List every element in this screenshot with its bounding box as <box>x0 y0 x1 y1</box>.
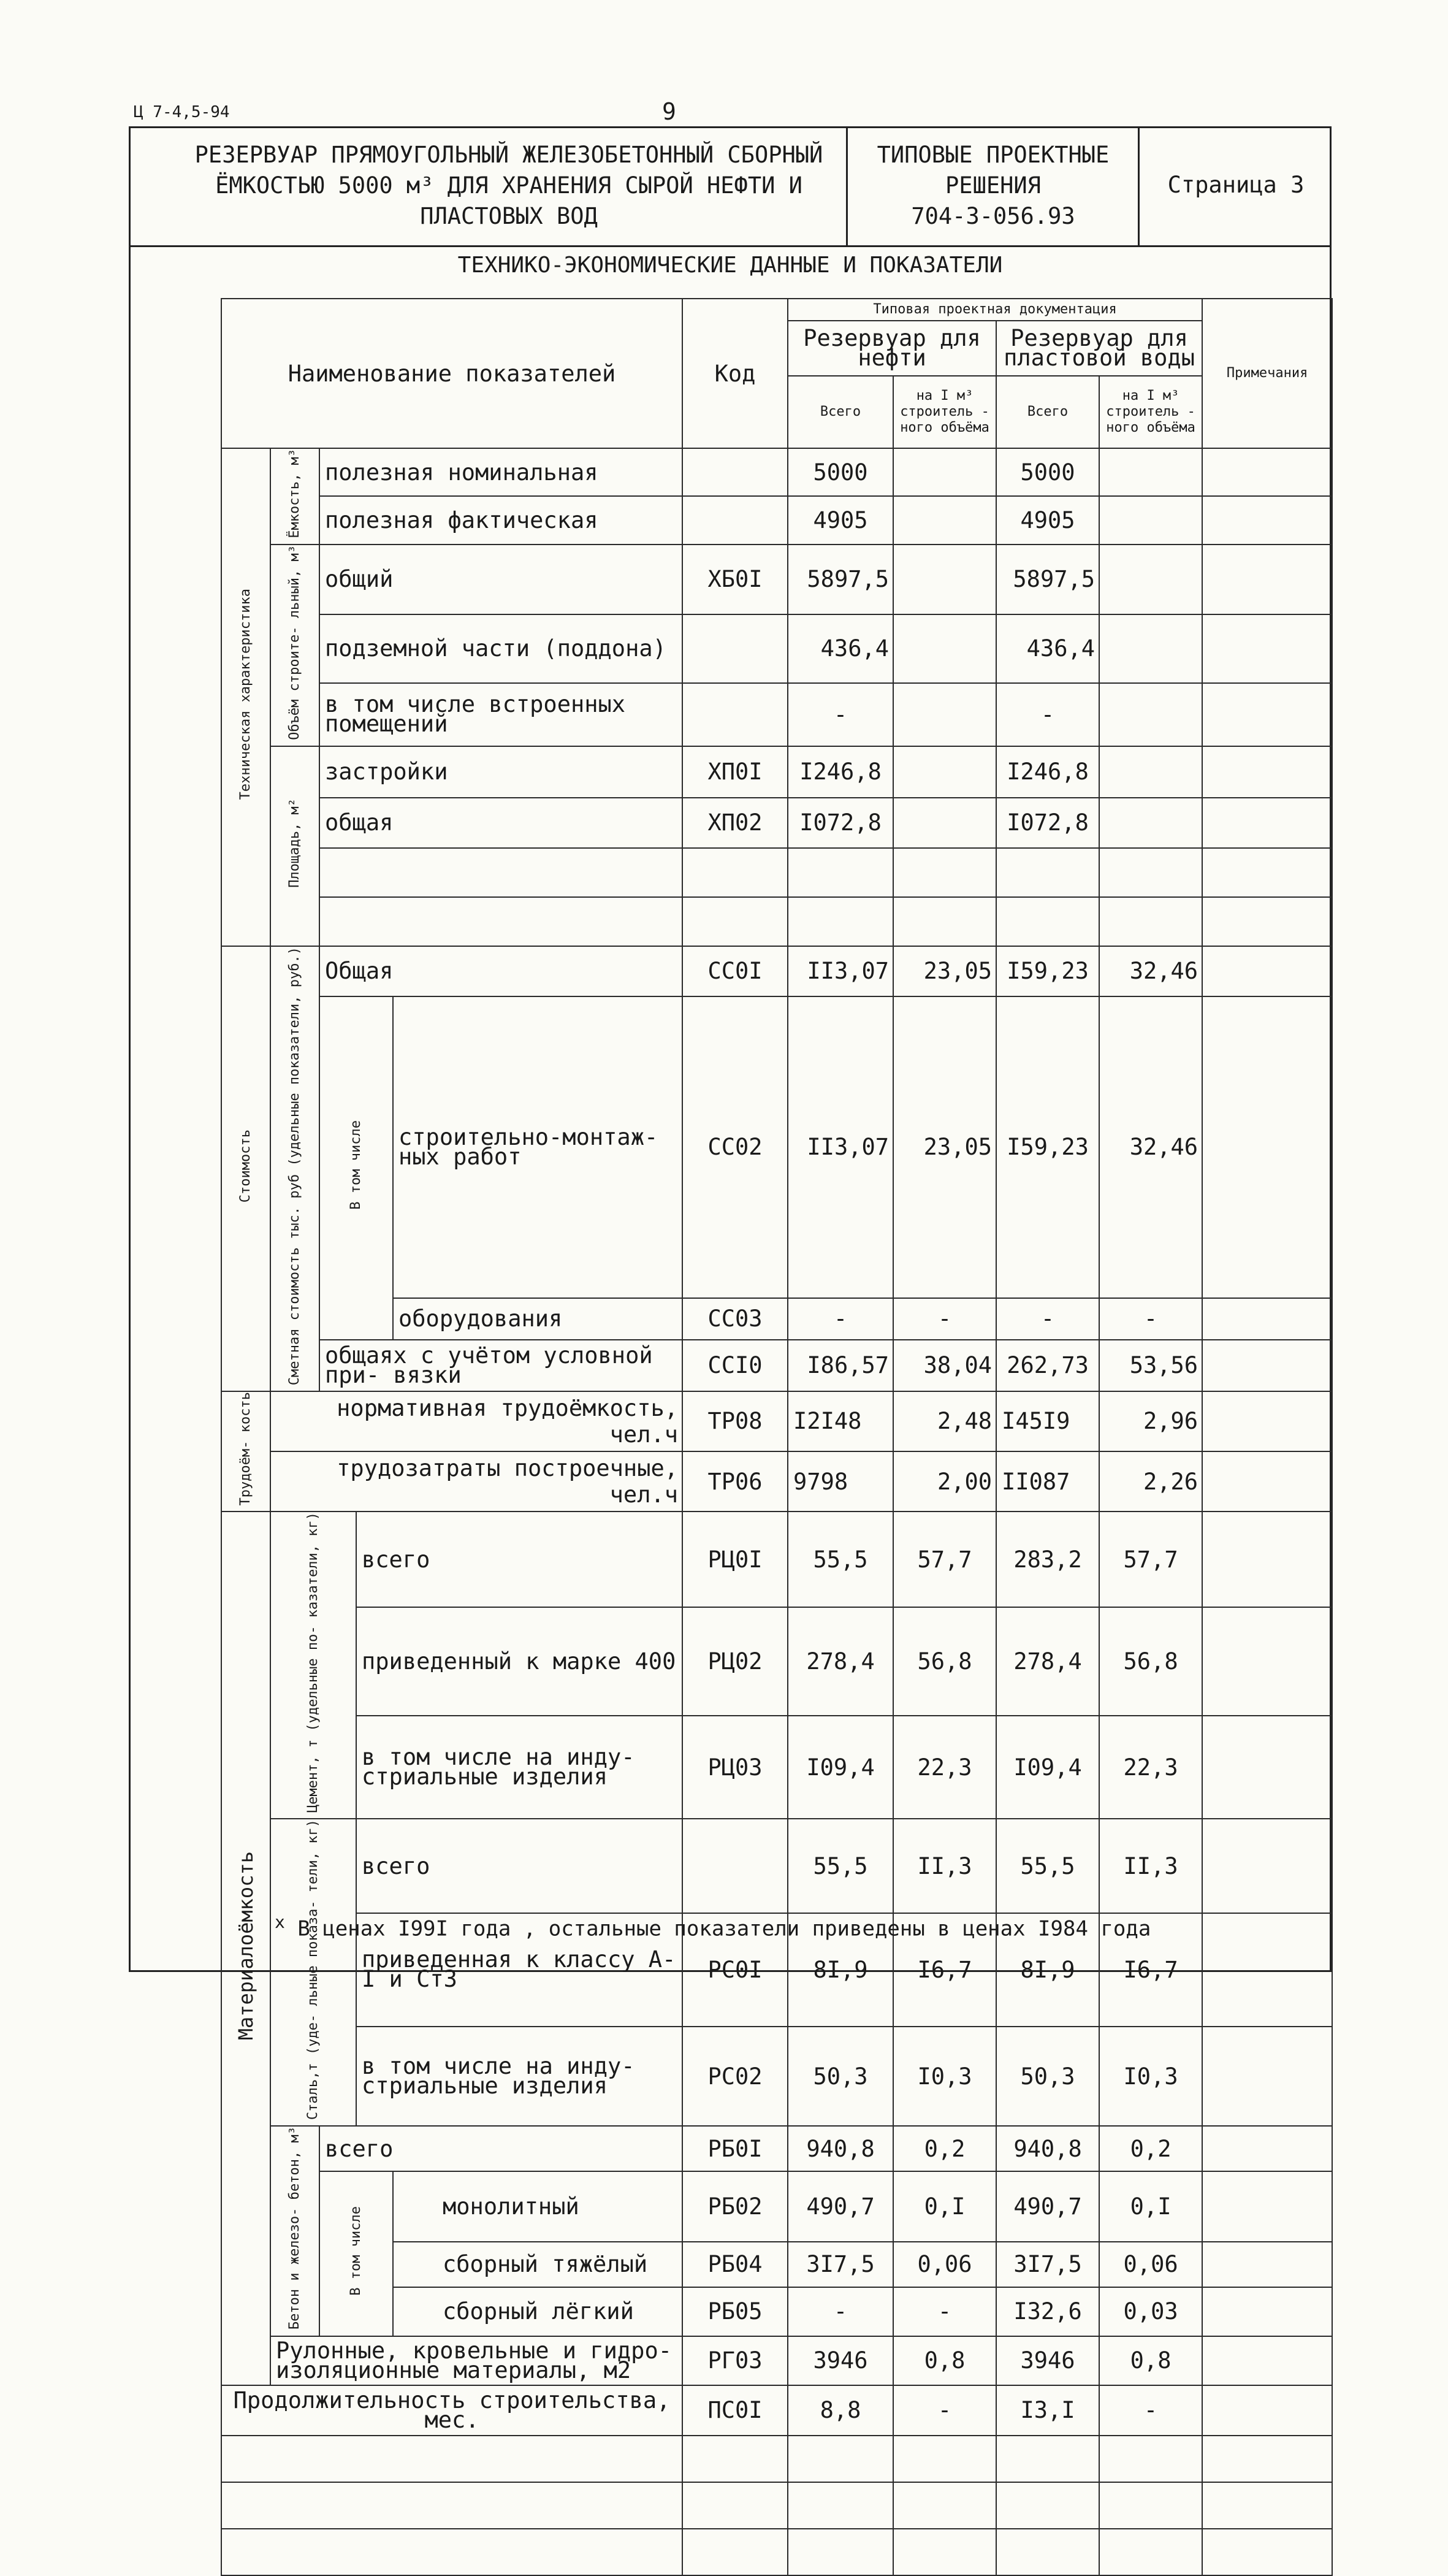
header-divider <box>846 126 848 247</box>
row-note <box>1202 545 1332 614</box>
document-title <box>184 140 834 232</box>
row-note <box>1202 2385 1332 2436</box>
row-note <box>1202 448 1332 496</box>
row-value: 8I,9 <box>996 1913 1099 2027</box>
row-value: 56,8 <box>893 1607 996 1716</box>
row-value: 4905 <box>996 496 1099 544</box>
row-value: - <box>788 1298 893 1340</box>
group-steel: Сталь,т (уде- льные показа- тели, кг) <box>270 1819 356 2126</box>
row-value: - <box>1099 1298 1202 1340</box>
row-name: полезная номинальная <box>319 448 682 496</box>
row-value: 436,4 <box>788 614 893 683</box>
row-value: 490,7 <box>996 2171 1099 2241</box>
row-note <box>1202 1340 1332 1391</box>
row-value: 38,04 <box>893 1340 996 1391</box>
row-code: РБ02 <box>682 2171 788 2241</box>
row-name: нормативная трудоёмкость, чел.ч <box>270 1391 682 1451</box>
series-block <box>848 140 1138 232</box>
row-code: РЦ02 <box>682 1607 788 1716</box>
row-value: 2,00 <box>893 1451 996 1512</box>
header-group: Типовая проектная документация <box>788 299 1202 321</box>
row-note <box>1202 2027 1332 2127</box>
row-code: РС02 <box>682 2027 788 2127</box>
group-capacity: Ёмкость, м³ <box>270 448 319 545</box>
row-code: ХБ0I <box>682 545 788 614</box>
table-row <box>221 996 1332 1298</box>
row-code: РГ03 <box>682 2336 788 2385</box>
table-row <box>221 1819 1332 1913</box>
row-value: II3,07 <box>788 946 893 996</box>
row-value: I6,7 <box>893 1913 996 2027</box>
row-note <box>1202 1913 1332 2027</box>
row-value: 278,4 <box>996 1607 1099 1716</box>
row-name: приведенный к марке 400 <box>356 1607 682 1716</box>
row-value <box>1099 496 1202 544</box>
row-code <box>682 683 788 746</box>
group-area: Площадь, м² <box>270 746 319 946</box>
row-value: 9798 <box>788 1451 893 1512</box>
row-value: I59,23 <box>996 996 1099 1298</box>
row-name: в том числе встроенных помещений <box>319 683 682 746</box>
table-row <box>221 1451 1332 1512</box>
row-name: в том числе на инду- стриальные изделия <box>356 2027 682 2127</box>
row-value <box>893 746 996 798</box>
row-value: - <box>788 683 893 746</box>
row-value <box>1099 798 1202 848</box>
table-row <box>221 683 1332 746</box>
header-total: Всего <box>996 376 1099 448</box>
row-value: 5897,5 <box>788 545 893 614</box>
row-value: 0,8 <box>893 2336 996 2385</box>
series-line-1: ТИПОВЫЕ ПРОЕКТНЫЕ <box>877 142 1110 168</box>
row-code: ССI0 <box>682 1340 788 1391</box>
row-value: - <box>893 2287 996 2336</box>
row-name: подземной части (поддона) <box>319 614 682 683</box>
row-note <box>1202 798 1332 848</box>
row-value: 22,3 <box>893 1716 996 1819</box>
row-code <box>682 1819 788 1913</box>
row-code: ХП02 <box>682 798 788 848</box>
header-water-tank: Резервуар для пластовой воды <box>996 321 1202 376</box>
row-value: 940,8 <box>996 2126 1099 2171</box>
row-value: I246,8 <box>996 746 1099 798</box>
row-value: I2I48 <box>788 1391 893 1451</box>
row-value: I59,23 <box>996 946 1099 996</box>
row-value: 50,3 <box>788 2027 893 2127</box>
page-label: Страница 3 <box>1167 172 1305 198</box>
row-value: I09,4 <box>788 1716 893 1819</box>
row-note <box>1202 1298 1332 1340</box>
row-name: строительно-монтаж- ных работ <box>393 996 682 1298</box>
row-code: РЦ0I <box>682 1512 788 1607</box>
header-per-m3: на I м³ строитель - ного объёма <box>1099 376 1202 448</box>
row-value: I3,I <box>996 2385 1099 2436</box>
header-total: Всего <box>788 376 893 448</box>
row-value: - <box>788 2287 893 2336</box>
row-value: II087 <box>996 1451 1099 1512</box>
row-name: трудозатраты построечные, чел.ч <box>270 1451 682 1512</box>
row-name: приведенная к классу А-I и Ст3 <box>356 1913 682 2027</box>
document-code: Ц 7-4,5-94 <box>134 103 230 121</box>
row-name: застройки <box>319 746 682 798</box>
row-name: в том числе на инду- стриальные изделия <box>356 1716 682 1819</box>
row-note <box>1202 2336 1332 2385</box>
row-code: ПС0I <box>682 2385 788 2436</box>
row-value: 278,4 <box>788 1607 893 1716</box>
series-line-2: РЕШЕНИЯ <box>945 172 1041 199</box>
row-note <box>1202 496 1332 544</box>
row-value: I246,8 <box>788 746 893 798</box>
row-note <box>1202 1819 1332 1913</box>
row-note <box>1202 2287 1332 2336</box>
row-value: 490,7 <box>788 2171 893 2241</box>
row-value: 57,7 <box>893 1512 996 1607</box>
row-value: 22,3 <box>1099 1716 1202 1819</box>
row-value: - <box>996 683 1099 746</box>
row-value: 55,5 <box>996 1819 1099 1913</box>
row-value <box>893 798 996 848</box>
row-note <box>1202 614 1332 683</box>
page-number: 9 <box>662 98 676 125</box>
row-name: Рулонные, кровельные и гидро- изоляционные материалы, м2 <box>270 2336 682 2385</box>
row-note <box>1202 1716 1332 1819</box>
group-tech: Техническая характеристика <box>221 448 270 946</box>
row-value: 8I,9 <box>788 1913 893 2027</box>
row-name: всего <box>356 1512 682 1607</box>
group-incl2: В том числе <box>319 2171 393 2336</box>
table-row <box>221 798 1332 848</box>
row-value: II,3 <box>1099 1819 1202 1913</box>
row-code: РЦ03 <box>682 1716 788 1819</box>
header-name: Наименование показателей <box>221 299 682 448</box>
row-name: оборудования <box>393 1298 682 1340</box>
row-value: I86,57 <box>788 1340 893 1391</box>
row-code: РБ05 <box>682 2287 788 2336</box>
row-note <box>1202 683 1332 746</box>
row-value: II,3 <box>893 1819 996 1913</box>
table-row <box>221 1340 1332 1391</box>
table-row <box>221 2385 1332 2436</box>
row-name: Продолжительность строительства, мес. <box>221 2385 682 2436</box>
row-value: 23,05 <box>893 946 996 996</box>
row-name: всего <box>356 1819 682 1913</box>
row-value: - <box>893 2385 996 2436</box>
header-divider <box>1138 126 1140 247</box>
row-code: РБ0I <box>682 2126 788 2171</box>
row-value: 262,73 <box>996 1340 1099 1391</box>
row-value: 940,8 <box>788 2126 893 2171</box>
row-value: 55,5 <box>788 1512 893 1607</box>
row-code <box>682 614 788 683</box>
row-value: 0,2 <box>1099 2126 1202 2171</box>
row-note <box>1202 1512 1332 1607</box>
table-row <box>221 2171 1332 2241</box>
row-value: 5000 <box>788 448 893 496</box>
row-value: 55,5 <box>788 1819 893 1913</box>
indicators-table <box>221 298 1333 2576</box>
row-value: 5000 <box>996 448 1099 496</box>
row-value: 0,I <box>893 2171 996 2241</box>
table-row <box>221 2027 1332 2127</box>
row-value: 436,4 <box>996 614 1099 683</box>
row-value: I32,6 <box>996 2287 1099 2336</box>
header-notes: Примечания <box>1202 299 1332 448</box>
row-code <box>682 448 788 496</box>
row-code: СС02 <box>682 996 788 1298</box>
header-code: Код <box>682 299 788 448</box>
row-note <box>1202 2126 1332 2171</box>
row-note <box>1202 1607 1332 1716</box>
row-value <box>1099 614 1202 683</box>
row-name: всего <box>319 2126 682 2171</box>
row-code: ТР08 <box>682 1391 788 1451</box>
row-note <box>1202 2171 1332 2241</box>
table-row <box>221 1607 1332 1716</box>
row-value: 5897,5 <box>996 545 1099 614</box>
header-bottom-line <box>129 245 1332 247</box>
row-code: СС0I <box>682 946 788 996</box>
title-line-2: ЁМКОСТЬЮ 5000 м³ ДЛЯ ХРАНЕНИЯ СЫРОЙ НЕФТИ И <box>215 172 802 199</box>
group-cement: Цемент, т (удельные по- казатели, кг) <box>270 1512 356 1819</box>
row-name: общаях с учётом условной при- вязки <box>319 1340 682 1391</box>
row-name: общий <box>319 545 682 614</box>
table-row-empty <box>221 2529 1332 2575</box>
row-value: 3946 <box>996 2336 1099 2385</box>
header-oil-tank: Резервуар для нефти <box>788 321 996 376</box>
row-value: 0,06 <box>893 2242 996 2287</box>
row-value: I072,8 <box>996 798 1099 848</box>
title-line-3: ПЛАСТОВЫХ ВОД <box>420 203 598 229</box>
row-value: 0,I <box>1099 2171 1202 2241</box>
section-title: ТЕХНИКО-ЭКОНОМИЧЕСКИЕ ДАННЫЕ И ПОКАЗАТЕЛИ <box>457 253 1003 278</box>
row-value <box>893 683 996 746</box>
row-value: 53,56 <box>1099 1340 1202 1391</box>
row-value: I0,3 <box>893 2027 996 2127</box>
row-value: 50,3 <box>996 2027 1099 2127</box>
table-row-empty <box>221 848 1332 897</box>
table-row <box>221 1716 1332 1819</box>
row-value: 32,46 <box>1099 946 1202 996</box>
row-value: - <box>1099 2385 1202 2436</box>
row-code: РС0I <box>682 1913 788 2027</box>
row-note <box>1202 946 1332 996</box>
group-concrete: Бетон и железо- бетон, м³ <box>270 2126 319 2336</box>
row-name: Общая <box>319 946 682 996</box>
group-labor: Трудоём- кость <box>221 1391 270 1512</box>
row-value: - <box>996 1298 1099 1340</box>
row-code: РБ04 <box>682 2242 788 2287</box>
row-value: 0,03 <box>1099 2287 1202 2336</box>
row-value: 4905 <box>788 496 893 544</box>
row-value <box>1099 545 1202 614</box>
row-code: СС03 <box>682 1298 788 1340</box>
row-name: общая <box>319 798 682 848</box>
row-value: - <box>893 1298 996 1340</box>
table-row <box>221 2336 1332 2385</box>
row-code: ХП0I <box>682 746 788 798</box>
row-value: II3,07 <box>788 996 893 1298</box>
row-value: 2,96 <box>1099 1391 1202 1451</box>
row-value: I6,7 <box>1099 1913 1202 2027</box>
footnote-mark: х <box>275 1912 285 1932</box>
footnote-text: В ценах I99I года , остальные показатели приведены в ценах I984 года <box>297 1916 1151 1941</box>
row-value <box>893 545 996 614</box>
group-incl: В том числе <box>319 996 393 1340</box>
row-value <box>1099 448 1202 496</box>
row-value: 57,7 <box>1099 1512 1202 1607</box>
group-cost-sub: Сметная стоимость тыс. руб (удельные показатели, руб.) <box>270 946 319 1391</box>
table-row <box>221 2126 1332 2171</box>
row-name: сборный тяжёлый <box>393 2242 682 2287</box>
row-name: полезная фактическая <box>319 496 682 544</box>
row-name: сборный лёгкий <box>393 2287 682 2336</box>
row-value <box>1099 683 1202 746</box>
row-value <box>893 614 996 683</box>
header-per-m3: на I м³ строитель - ного объёма <box>893 376 996 448</box>
row-code: ТР06 <box>682 1451 788 1512</box>
row-value: 56,8 <box>1099 1607 1202 1716</box>
table-row <box>221 946 1332 996</box>
row-value: 3I7,5 <box>996 2242 1099 2287</box>
row-value <box>1099 746 1202 798</box>
series-number: 704-3-056.93 <box>911 203 1075 229</box>
row-value: 2,26 <box>1099 1451 1202 1512</box>
table-row-empty <box>221 2482 1332 2529</box>
group-cost: Стоимость <box>221 946 270 1391</box>
row-value: 3I7,5 <box>788 2242 893 2287</box>
group-material: Материалоёмкость <box>221 1512 270 2385</box>
title-line-1: РЕЗЕРВУАР ПРЯМОУГОЛЬНЫЙ ЖЕЛЕЗОБЕТОННЫЙ СБОРНЫЙ <box>194 142 823 168</box>
table-row <box>221 1391 1332 1451</box>
row-value: 3946 <box>788 2336 893 2385</box>
group-volume: Объём строите- льный, м³ <box>270 545 319 746</box>
table-row <box>221 496 1332 544</box>
row-value: 0,8 <box>1099 2336 1202 2385</box>
row-value: 2,48 <box>893 1391 996 1451</box>
table-row-empty <box>221 2436 1332 2482</box>
row-value <box>893 448 996 496</box>
row-value: 32,46 <box>1099 996 1202 1298</box>
row-value: 283,2 <box>996 1512 1099 1607</box>
row-code <box>682 496 788 544</box>
table-row <box>221 545 1332 614</box>
footnote <box>275 1912 1151 1941</box>
table-row <box>221 1512 1332 1607</box>
row-value: 8,8 <box>788 2385 893 2436</box>
table-row <box>221 448 1332 496</box>
row-note <box>1202 2242 1332 2287</box>
row-note <box>1202 1451 1332 1512</box>
row-value <box>893 496 996 544</box>
table-row-empty <box>221 897 1332 946</box>
row-value: I072,8 <box>788 798 893 848</box>
row-value: I0,3 <box>1099 2027 1202 2127</box>
row-note <box>1202 746 1332 798</box>
table-row <box>221 746 1332 798</box>
row-value: 0,2 <box>893 2126 996 2171</box>
row-value: I45I9 <box>996 1391 1099 1451</box>
row-value: I09,4 <box>996 1716 1099 1819</box>
row-name: монолитный <box>393 2171 682 2241</box>
row-note <box>1202 996 1332 1298</box>
row-note <box>1202 1391 1332 1451</box>
row-value: 0,06 <box>1099 2242 1202 2287</box>
table-row <box>221 614 1332 683</box>
row-value: 23,05 <box>893 996 996 1298</box>
